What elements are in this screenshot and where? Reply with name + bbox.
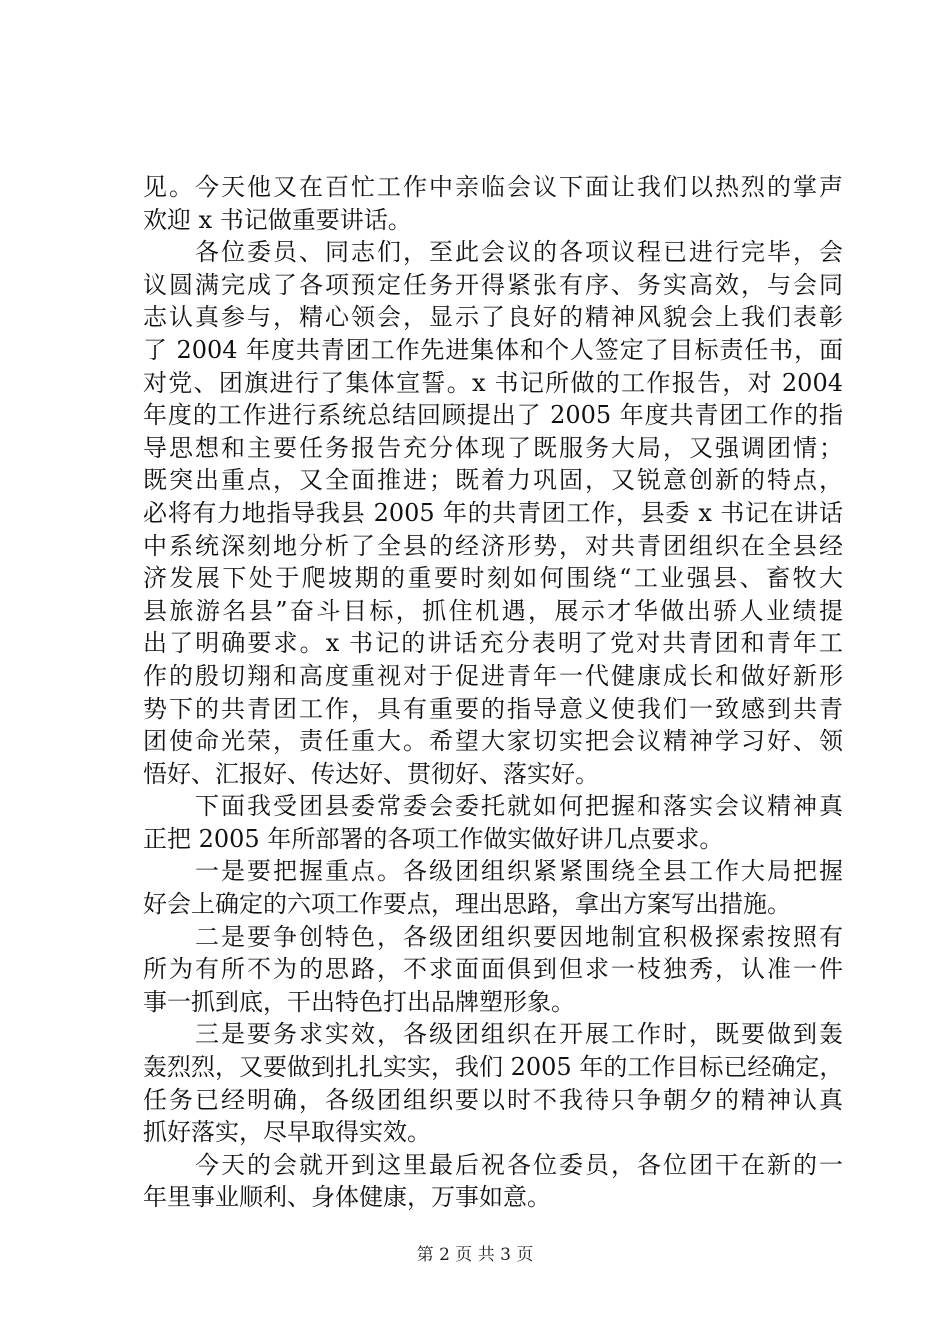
text-line: 议圆满完成了各项预定任务开得紧张有序、务实高效，与会同 (143, 270, 843, 299)
text-line: 各位委员、同志们，至此会议的各项议程已进行完毕，会 (143, 238, 843, 267)
text-line: 了 2004 年度共青团工作先进集体和个人签定了目标责任书，面 (143, 335, 843, 364)
text-line: 轰烈烈，又要做到扎扎实实，我们 2005 年的工作目标已经确定， (143, 1053, 844, 1082)
document-body (143, 171, 843, 1214)
text-line: 见。今天他又在百忙工作中亲临会议下面让我们以热烈的掌声 (143, 173, 843, 201)
text-line: 志认真参与，精心领会，显示了良好的精神风貌会上我们表彰 (143, 303, 843, 332)
text-line: 必将有力地指导我县 2005 年的共青团工作，县委 x 书记在讲话 (143, 498, 843, 527)
page-footer (0, 1245, 950, 1265)
text-line: 事一抓到底，干出特色打出品牌塑形象。 (143, 987, 575, 1016)
text-line: 年度的工作进行系统总结回顾提出了 2005 年度共青团工作的指 (143, 401, 843, 430)
text-line: 出了明确要求。x 书记的讲话充分表明了党对共青团和青年工 (143, 629, 843, 658)
text-line: 抓好落实，尽早取得实效。 (143, 1118, 431, 1147)
text-line: 势下的共青团工作，具有重要的指导意义使我们一致感到共青 (143, 694, 843, 723)
text-line: 任务已经明确，各级团组织要以时不我待只争朝夕的精神认真 (143, 1085, 843, 1114)
text-line: 悟好、汇报好、传达好、贯彻好、落实好。 (143, 759, 599, 788)
page-number-label: 第 2 页 共 3 页 (416, 1245, 534, 1265)
text-line: 既突出重点，又全面推进；既着力巩固，又锐意创新的特点， (143, 466, 843, 495)
text-line: 导思想和主要任务报告充分体现了既服务大局，又强调团情； (143, 433, 843, 462)
text-line: 二是要争创特色，各级团组织要因地制宜积极探索按照有 (143, 922, 843, 951)
text-line: 三是要务求实效，各级团组织在开展工作时，既要做到轰 (143, 1020, 843, 1049)
text-line: 济发展下处于爬坡期的重要时刻如何围绕“工业强县、畜牧大 (143, 564, 843, 593)
text-line: 对党、团旗进行了集体宣誓。x 书记所做的工作报告，对 2004 (143, 368, 843, 397)
text-line: 中系统深刻地分析了全县的经济形势，对共青团组织在全县经 (143, 531, 843, 560)
text-line: 欢迎 x 书记做重要讲话。 (143, 205, 412, 234)
text-line: 年里事业顺利、身体健康，万事如意。 (143, 1183, 551, 1212)
text-line: 下面我受团县委常委会委托就如何把握和落实会议精神真 (143, 792, 843, 821)
text-line: 团使命光荣，责任重大。希望大家切实把会议精神学习好、领 (143, 727, 843, 756)
text-line: 今天的会就开到这里最后祝各位委员，各位团干在新的一 (143, 1150, 843, 1179)
text-line: 作的殷切翔和高度重视对于促进青年一代健康成长和做好新形 (143, 661, 843, 690)
text-line: 所为有所不为的思路，不求面面俱到但求一枝独秀，认准一件 (143, 955, 843, 984)
text-line: 好会上确定的六项工作要点，理出思路，拿出方案写出措施。 (143, 890, 791, 919)
text-line: 县旅游名县”奋斗目标，抓住机遇，展示才华做出骄人业绩提 (143, 596, 843, 625)
text-line: 正把 2005 年所部署的各项工作做实做好讲几点要求。 (143, 824, 724, 853)
text-line: 一是要把握重点。各级团组织紧紧围绕全县工作大局把握 (143, 857, 843, 886)
